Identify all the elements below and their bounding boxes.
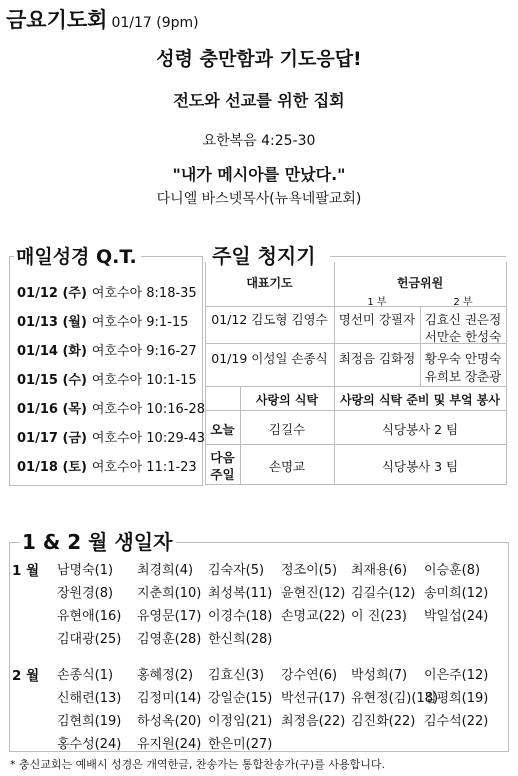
qt-row (17, 427, 205, 446)
duty-title: 주일 청지기 (210, 240, 320, 269)
qt-date: 01/13 (월) (17, 315, 87, 330)
birthday-name: 이정임(21) (208, 714, 273, 729)
birthday-name: 최성복(11) (208, 586, 273, 601)
offering-part2-row-2b: 유희보 장춘광 (424, 369, 502, 384)
birthday-name: 김평희(19) (424, 691, 489, 706)
birthday-name: 장원경(8) (57, 586, 114, 601)
birthday-name: 손종식(1) (57, 668, 114, 683)
meeting-title: 금요기도회 (6, 8, 108, 32)
header-love-table-prep: 사랑의 식탁 준비 및 부엌 봉사 (340, 393, 500, 407)
qt-row (17, 456, 197, 475)
next-sunday-label-1: 다음 (210, 450, 235, 465)
next-love-table: 손명교 (268, 459, 306, 474)
birthday-name: 정조이(5) (281, 563, 338, 578)
birthday-name: 유영문(17) (137, 609, 202, 624)
offering-part1-row-1: 명선미 강필자 (338, 312, 416, 327)
header-part2: 2 부 (453, 297, 473, 308)
prayer-row-1: 01/12 김도형 김영수 (211, 312, 328, 327)
qt-date: 01/18 (토) (17, 460, 87, 475)
qt-row (17, 398, 205, 417)
header-part1: 1 부 (367, 297, 387, 308)
birthday-name: 이승훈(8) (424, 563, 481, 578)
qt-row (17, 369, 197, 388)
page-title (6, 4, 199, 34)
birthday-name: 김효신(3) (208, 668, 265, 683)
qt-date: 01/16 (목) (17, 402, 87, 417)
birthday-name: 홍수성(24) (57, 737, 122, 752)
birthday-name: 박성희(7) (351, 668, 408, 683)
offering-part2-row-2a: 황우숙 안명숙 (424, 351, 502, 366)
birthday-name: 최정음(22) (281, 714, 346, 729)
sermon-subtitle: 전도와 선교를 위한 집회 (173, 91, 345, 110)
sermon-quote: "내가 메시아를 만났다." (172, 165, 346, 184)
birthday-name: 신해련(13) (57, 691, 122, 706)
qt-row (17, 282, 197, 301)
birthday-name: 김숙자(5) (208, 563, 265, 578)
birthday-name: 이은주(12) (424, 668, 489, 683)
birthday-name: 홍혜정(2) (137, 668, 194, 683)
header-prayer: 대표기도 (246, 276, 293, 290)
next-kitchen-team: 식당봉사 3 팀 (381, 459, 459, 474)
birthday-name: 강수연(6) (281, 668, 338, 683)
scripture-reference: 요한복음 4:25-30 (202, 133, 316, 149)
birthday-name: 송미희(12) (424, 586, 489, 601)
birthday-name: 유현애(16) (57, 609, 122, 624)
birthday-name: 남명숙(1) (57, 563, 114, 578)
offering-part2-row-1a: 김효신 권은정 (424, 312, 502, 327)
qt-date: 01/15 (수) (17, 373, 87, 388)
birthday-name: 김영훈(28) (137, 632, 202, 647)
header-love-table: 사랑의 식탁 (255, 393, 319, 407)
birthday-name: 하성옥(20) (137, 714, 202, 729)
meeting-date: 01/17 (9pm) (111, 15, 199, 31)
today-kitchen-team: 식당봉사 2 팀 (381, 422, 459, 437)
birthday-name: 윤현진(12) (281, 586, 346, 601)
prayer-row-2: 01/19 이성일 손종식 (211, 351, 328, 366)
header-offering: 헌금위원 (396, 276, 444, 290)
qt-date: 01/14 (화) (17, 344, 87, 359)
birthday-name: 김현희(19) (57, 714, 122, 729)
birthday-name: 김길수(12) (351, 586, 416, 601)
birthday-name: 이경수(18) (208, 609, 273, 624)
today-label: 오늘 (210, 422, 235, 437)
qt-passage: 여호수아 10:1-15 (91, 373, 197, 388)
preacher-name: 다니엘 바스넷목사(뉴욕네팔교회) (156, 191, 362, 207)
qt-passage: 여호수아 8:18-35 (91, 286, 197, 301)
birthday-name: 김대광(25) (57, 632, 122, 647)
qt-passage: 여호수아 9:16-27 (91, 344, 197, 359)
birthday-name: 최재용(6) (351, 563, 408, 578)
birthday-name: 최경희(4) (137, 563, 194, 578)
qt-date: 01/12 (주) (17, 286, 87, 301)
birthday-name: 이 진(23) (351, 609, 407, 624)
qt-row (17, 340, 197, 359)
birthday-name: 김정미(14) (137, 691, 202, 706)
month-label-february: 2 월 (12, 668, 40, 684)
table-border (205, 484, 507, 485)
birthday-name: 한신희(28) (208, 632, 273, 647)
birthday-name: 박선규(17) (281, 691, 346, 706)
birthday-name: 손명교(22) (281, 609, 346, 624)
birthday-title: 1 & 2 월 생일자 (20, 526, 176, 555)
qt-passage: 여호수아 11:1-23 (91, 460, 197, 475)
birthday-name: 김진화(22) (351, 714, 416, 729)
month-label-january: 1 월 (12, 563, 40, 579)
birthday-name: 한은미(27) (208, 737, 273, 752)
table-border (205, 410, 507, 411)
table-border (506, 262, 507, 485)
birthday-name: 강일순(15) (208, 691, 273, 706)
birthday-name: 유현정(김)(18) (351, 691, 439, 706)
table-border (205, 444, 507, 445)
today-love-table: 김길수 (268, 422, 306, 437)
qt-row (17, 311, 188, 330)
offering-part1-row-2: 최정음 김화정 (338, 351, 416, 366)
duty-title-rule (330, 256, 506, 257)
birthday-name: 유지원(24) (137, 737, 202, 752)
birthday-name: 박일섭(24) (424, 609, 489, 624)
offering-part2-row-1b: 서만순 한성숙 (424, 329, 502, 344)
qt-title: 매일성경 Q.T. (14, 242, 141, 269)
sermon-theme: 성령 충만함과 기도응답! (156, 48, 362, 70)
qt-passage: 여호수아 10:29-43 (91, 431, 205, 446)
table-border (205, 386, 507, 387)
birthday-name: 지춘희(10) (137, 586, 202, 601)
qt-passage: 여호수아 9:1-15 (91, 315, 189, 330)
footnote: * 충신교회는 예배시 성경은 개역한글, 찬송가는 통합찬송가(구)를 사용합니다. (10, 758, 385, 771)
qt-date: 01/17 (금) (17, 431, 87, 446)
next-sunday-label-2: 주일 (210, 467, 235, 482)
qt-passage: 여호수아 10:16-28 (91, 402, 205, 417)
birthday-name: 김수석(22) (424, 714, 489, 729)
